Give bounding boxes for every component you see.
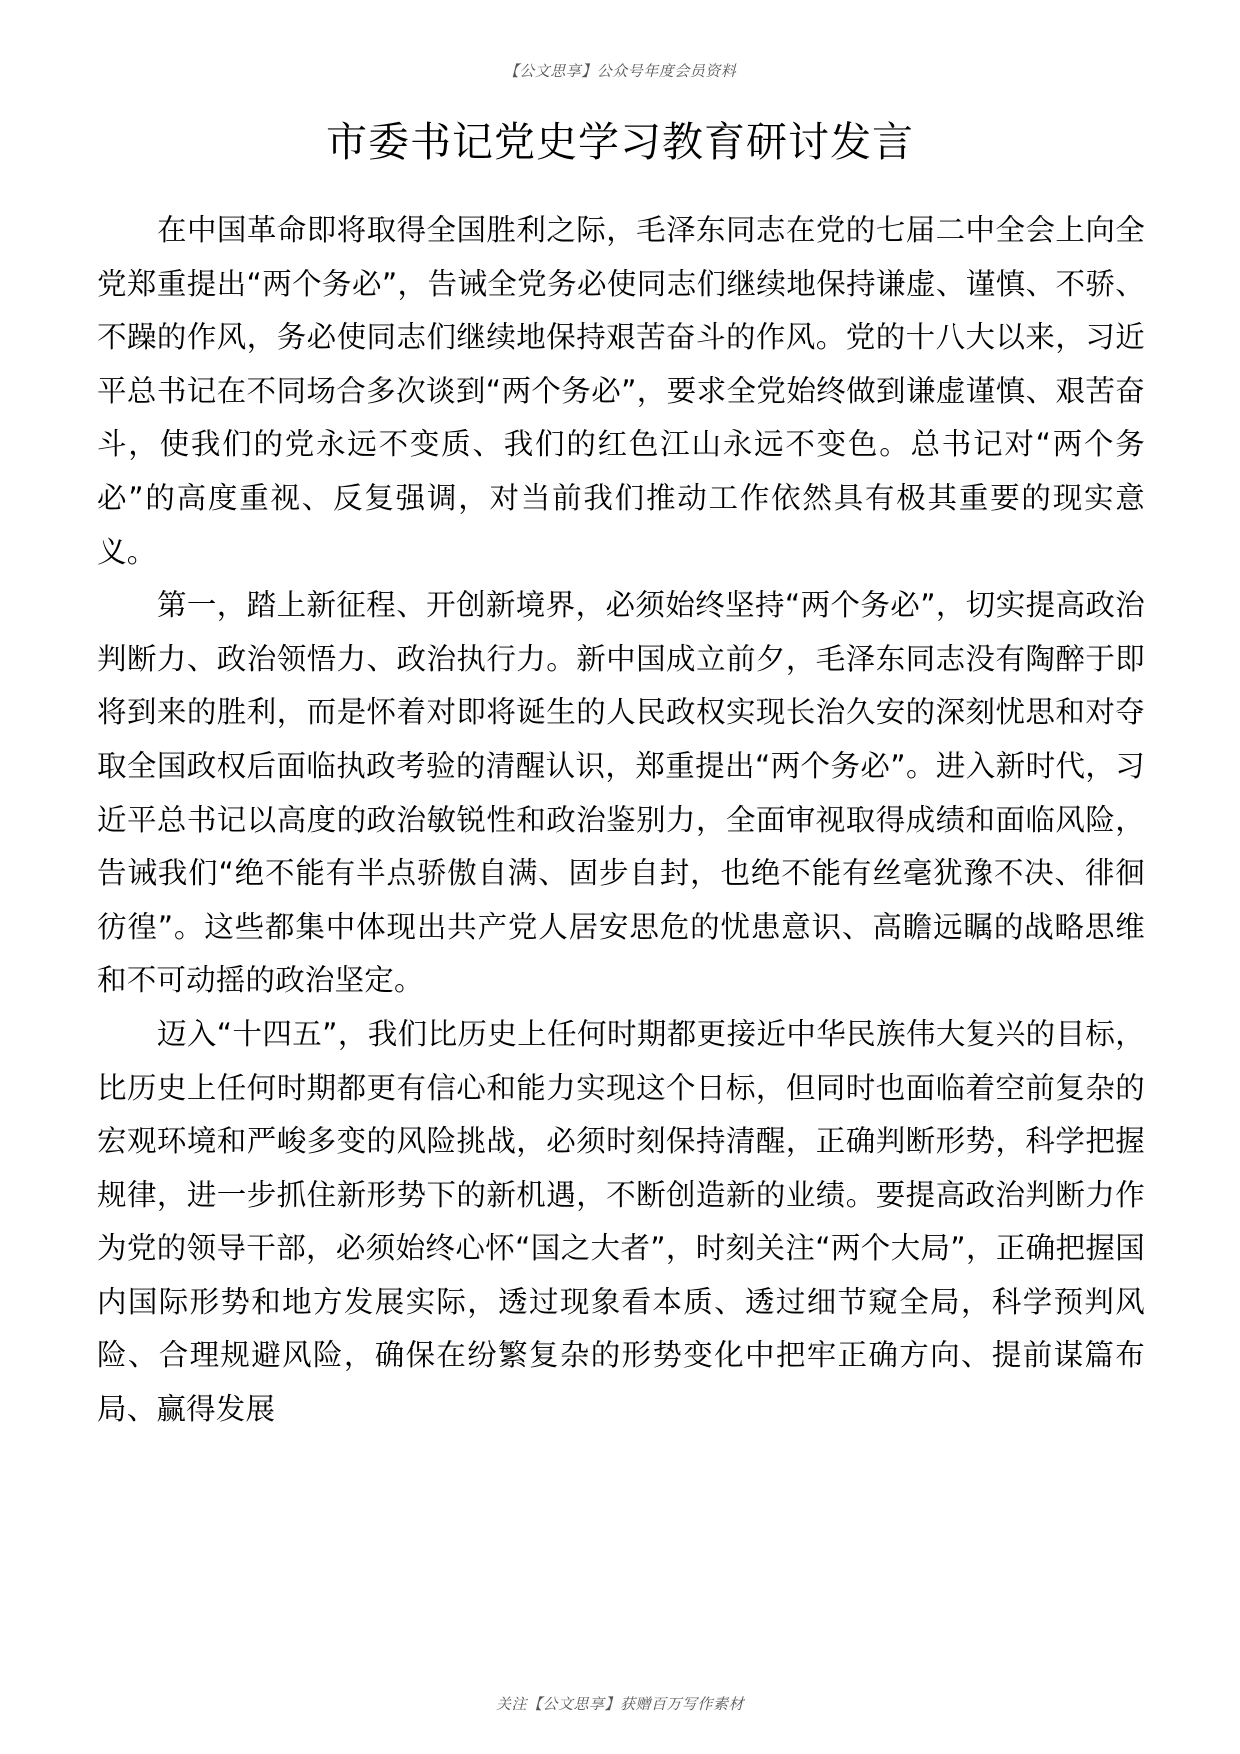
document-title: 市委书记党史学习教育研讨发言 <box>326 118 914 166</box>
page-header-watermark: 【公文思享】公众号年度会员资料 <box>503 62 737 80</box>
paragraph-intro: 在中国革命即将取得全国胜利之际，毛泽东同志在党的七届二中全会上向全党郑重提出“两个务必”，告诫全党务必使同志们继续地保持谦虚、谨慎、不骄、不躁的作风，务必使同志们继续地保持艰苦奋斗的作风。党的十八大以来，习近平总书记在不同场合多次谈到“两个务必”，要求全党始终做到谦虚谨慎、艰苦奋斗，使我们的党永远不变质、我们的红色江山永远不变色。总书记对“两个务必”的高度重视、反复强调，对当前我们推动工作依然具有极其重要的现实意义。 <box>97 213 1145 569</box>
paragraph-first-point: 第一，踏上新征程、开创新境界，必须始终坚持“两个务必”，切实提高政治判断力、政治领悟力、政治执行力。新中国成立前夕，毛泽东同志没有陶醉于即将到来的胜利，而是怀着对即将诞生的人民政权实现长治久安的深刻忧思和对夺取全国政权后面临执政考验的清醒认识，郑重提出“两个务必”。进入新时代，习近平总书记以高度的政治敏锐性和政治鉴别力，全面审视取得成绩和面临风险，告诫我们“绝不能有半点骄傲自满、固步自封，也绝不能有丝毫犹豫不决、徘徊彷徨”。这些都集中体现出共产党人居安思危的忧患意识、高瞻远瞩的战略思维和不可动摇的政治坚定。 <box>97 588 1145 998</box>
page-footer-watermark: 关注【公文思享】获赠百万写作素材 <box>495 1695 744 1713</box>
paragraph-fourteenth-five-year: 迈入“十四五”，我们比历史上任何时期都更接近中华民族伟大复兴的目标，比历史上任何时期都更有信心和能力实现这个日标，但同时也面临着空前复杂的宏观环境和严峻多变的风险挑战，必须时刻保持清醒，正确判断形势，科学把握规律，进一步抓住新形势下的新机遇，不断创造新的业绩。要提高政治判断力作为党的领导干部，必须始终心怀“国之大者”，时刻关注“两个大局”，正确把握国内国际形势和地方发展实际，透过现象看本质、透过细节窥全局，科学预判风险、合理规避风险，确保在纷繁复杂的形势变化中把牢正确方向、提前谋篇布局、赢得发展 <box>97 1016 1145 1427</box>
document-body <box>97 204 1145 1437</box>
